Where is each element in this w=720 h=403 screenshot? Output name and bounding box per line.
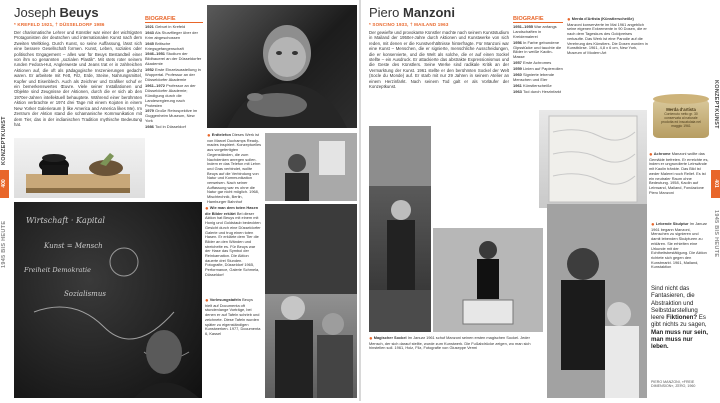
biography-list-right xyxy=(513,25,563,95)
biography-text: Linien auf Papierrollen xyxy=(523,66,563,72)
side-label: KONZEPTKUNST xyxy=(1,116,7,165)
biography-entry xyxy=(145,84,203,109)
artist-name: Joseph Beuys xyxy=(14,5,99,20)
biography-year: 1945 xyxy=(145,40,156,46)
chalk-writing: Kunst = Mensch xyxy=(44,242,103,250)
page-number: 400 xyxy=(1,179,7,188)
biography-text: Signierte lebende Menschen und Eier xyxy=(513,72,555,82)
magic-base-caption: ● Magischer Sockel Im Januar 1961 schuf Manzoni seinen ersten magischen Sockel. Jeder Mensch, der sich darauf stellte, wurde zum Kunstwerk. Die Fußabdrücke zeigen, wo man sich hinstellen soll. 1961, Holz, Filz, Fotografie von Giuseppe Vermi xyxy=(369,335,531,351)
chalk-writing: Freiheit Demokratie xyxy=(24,266,91,274)
chalk-writing: Sozialismus xyxy=(64,290,106,298)
biography-text: Tod durch Herzinfarkt xyxy=(523,88,562,94)
biography-right xyxy=(513,17,563,112)
audience-figures xyxy=(265,204,357,398)
biography-text: In Farbe gebundene Gipsstücke und tauchte die Bilder in weiße Kaolin-Masse xyxy=(513,39,562,60)
biography-year: 1946–1951 xyxy=(145,51,167,57)
biography-text: Große Retrospektive im Guggenheim Museum, New York xyxy=(145,108,198,124)
biography-text: Erste Achromes xyxy=(523,60,552,66)
biography-year: 1921 xyxy=(145,23,156,29)
artist-description: Der charismatische Lehrer und Künstler war einer der wichtigsten Protagonisten der deutschen und internationalen Kunst nach dem Zweiten Weltkrieg. Durch Kunst, so seine Auffassung, lässt sich eine bessere Gesellschaft formen. Kunst, Leben, soziales oder politisches Engagement – alles war für Beuys Bestandteil einer von ihm so genannten „sozialen Plastik“. Mit stets roter seinem runden Fedora-Hut, Anglerweste und Jeans trat er in zahlreichen Aktionen auf, die oft als pädagogische Inszenierungen gedacht waren. Er arbeitete mit Fett, Filz, Erde, Steine, Nahrungsmittel, Kupfer und Eisenblech. Auch als Zeichner und Grafiker schuf er ein bemerkenswertes Œuvre. Viele seiner Installationen und Objekte sind Zeugnisse der Aktionen, durch die er sich ab den 1970er-Jahren intellektuell behauptete. Während einer berühmten Aktion verbrachte er 1974 drei Tage mit einem Kojoten in einem New Yorker Galerieraum (I like America and America likes Me). Im Zentrum der Aktion stand die schamanische Kommunikation mit dem Tier, das in der indianischen Tradition mythische Bedeutung hat. xyxy=(14,30,142,127)
manzoni-studio-photo xyxy=(369,126,431,332)
biography-year: 1963 xyxy=(513,88,524,94)
biography-year: 1943 xyxy=(145,29,156,35)
artist-quote: Sind nicht das Fantasieren, die Abstraktion und Selbstdarstellung leere Fiktionen? Es gibt nichts zu sagen, Man muss nur sein, man muss nur leben. xyxy=(651,285,708,351)
beuys-small-photo xyxy=(265,133,357,201)
magic-base-scene xyxy=(433,228,543,332)
biography-year: 1956 xyxy=(513,39,524,45)
chalk-writing: Wirtschaft · Kapital xyxy=(26,216,105,225)
achrome-canvas xyxy=(539,110,647,208)
beuys-hare-photo xyxy=(207,5,357,128)
biography-year: 1959 xyxy=(513,66,524,72)
quote-source: PIERO MANZONI, »FREIE DIMENSION«, ZERO, 1960 xyxy=(651,380,696,388)
living-sculpture-photo xyxy=(547,204,647,398)
biography-text: Künstlerscheiße xyxy=(523,82,552,88)
biography-entry xyxy=(145,42,203,52)
artist-birth-death-right: * SONCINO 1933, † MAILAND 1963 xyxy=(369,22,449,27)
telephone-sculpture xyxy=(14,138,145,198)
erdtelefon-photo xyxy=(14,138,145,198)
artist-birth-death: * KREFELD 1921, † DÜSSELDORF 1986 xyxy=(14,22,105,27)
biography-entry xyxy=(513,73,563,83)
biography-text: War anfangs Landschaften in Kreidemalerei xyxy=(513,23,557,39)
living-sculpture-scene xyxy=(547,204,647,398)
can-lid xyxy=(653,94,709,104)
biography xyxy=(145,17,203,140)
biography-title-right: BIOGRAFIE xyxy=(513,17,563,23)
page-number-right: 401 xyxy=(713,179,719,188)
biography-year: 1961 xyxy=(513,82,524,88)
merda-can-photo xyxy=(651,88,711,143)
lecture-caption: ● Vorlesungstafeln Beuys hielt auf Documenta oft stundenlange Vorträge, bei denen er auf Tafeln schrieb und zeichnete. Diese Tafeln wurden später zu eigenständigen Kunstwerken. 1977, Documenta 6, Kassel xyxy=(205,297,261,336)
biography-title: BIOGRAFIE xyxy=(145,17,203,23)
biography-entry xyxy=(145,31,203,41)
biography-entry xyxy=(145,68,203,83)
erdtelefon-caption: ● Erdtelefon Dieses Werk ist von Marcel Duchamps Ready-mades inspiriert. Konzeptuelles aus vorgefertigten Gegenständen, die zum Nachdenken anregen sollen. Indem er das Telefon mit Lehm und Gras verbindet, wollte Beuys auf die Verbindung von Natur und Kommunikation verweisen. Nach seiner Auffassung war es ohne die Natur gar nicht möglich. 1968, Mischtechnik, Berlin, Hamburger Bahnhof xyxy=(207,132,262,204)
merda-caption: ● Merda d'Artista (Künstlerscheiße) Manzoni konservierte im Mai 1961 angeblich seine eigenen Exkremente in 90 Dosen, die er nach dem Tageskurs des Goldpreises verkaufte. Das Werk ist eine Parodie auf die Verehrung des Künstlers. Die Dosen wurden in Kunstbörse. 1961, 4,8 x 6 cm, New York, Museum of Modern Art xyxy=(567,16,648,55)
gallery-scene xyxy=(265,133,357,201)
biography-text: Professor an der Düsseldorfer Akademie; Kündigung durch die Landesregierung nach Protesten xyxy=(145,82,196,108)
achrome-photo xyxy=(539,110,647,208)
biography-text: Als Sturzflieger über der Krim abgeschossen xyxy=(145,29,198,40)
biography-year: 1951–1955 xyxy=(513,23,535,29)
side-label-era: 1945 BIS HEUTE xyxy=(1,220,7,268)
achrome-caption: ● Achrome Manzoni wollte das Gemälde befreien. Er erreichte es, indem er ungrundierte Leinwände mit Kaolin tränkte. Das Bild ist weder Malerei noch Relief. Es ist ein neutraler Raum ohne Bedeutung. 1958, Kaolin auf Leinwand, Mailand, Fondazione Piero Manzoni xyxy=(649,151,709,195)
biography-text: Geburt in Krefeld xyxy=(155,23,186,29)
left-page xyxy=(0,0,360,401)
biography-entry xyxy=(145,125,203,130)
can-label: Merda d'artista Contenuto netto gr. 30 conservata al naturale prodotta ed inscatolata nel maggio 1961 xyxy=(661,107,701,128)
chalk-diagram xyxy=(14,202,202,398)
audience-photo xyxy=(265,204,357,398)
biography-year: 1961–1972 xyxy=(145,82,167,88)
biography-year: 1960 xyxy=(513,72,524,78)
biography-entry xyxy=(513,90,563,95)
side-label-era-right: 1945 BIS HEUTE xyxy=(713,210,719,258)
biography-year: 1979 xyxy=(145,108,156,114)
lecture-blackboard-photo xyxy=(14,202,202,398)
living-sculpture-caption: ● Lebende Skulptur Im Januar 1961 begann Manzoni, Menschen zu signieren und damit lebenden Skulpturen zu erklären. Sie erhielten eine Urkunde mit der Echtheitsbestätigung. Die Aktion richtete sich gegen den Kunstmarkt. 1961, Mailand, Kunstaktion xyxy=(651,221,707,270)
biography-list xyxy=(145,25,203,130)
biography-entry xyxy=(145,109,203,124)
biography-year: 1952 xyxy=(145,67,156,73)
artist-description-right: Der gewiefte und provokante Künstler machte nach seinem Kunststudium in Mailand der 1950er-Jahre durch Aktionen und Kunstwerke von sich reden, mit denen er die Kunstverhältnisse hinterfragte. Für Manzoni war eine Kunst – Menschen, die er signierte, menschliche Ausscheidungen, die er konservierte, und die Welt als solche, die er auf einen Sockel stellte – ein Ausdruck. Er attackierte das abstrakte Expressionismus und die Geste des Künstlers. Seine Werke sind radikale Kritik an der Vermarktung der Kunst. 1961 stellte er den berühmten Sockel der Welt (Socle du Monde) auf. Er starb mit nur 29 Jahren in seinem Atelier an einem Herzinfarkt. Nach seinem Tod galt er als Vorläufer der Konzeptkunst. xyxy=(369,30,509,90)
magic-base-photo xyxy=(433,228,543,332)
biography-text: Tod in Düsseldorf xyxy=(155,124,186,130)
biography-entry xyxy=(513,41,563,61)
side-label-right: KONZEPTKUNST xyxy=(713,80,719,129)
biography-entry xyxy=(145,52,203,67)
biography-text: Studium der Bildhauerei an der Düsseldorfer Akademie xyxy=(145,51,202,67)
right-page xyxy=(361,0,720,401)
biography-text: Erste Einzelausstellung in Wuppertal. Professur an der Düsseldorfer Akademie xyxy=(145,67,201,82)
page-number-tab-right xyxy=(711,170,720,198)
artist-name-right: Piero Manzoni xyxy=(369,5,455,20)
biography-year: 1986 xyxy=(145,124,156,130)
biography-entry xyxy=(513,25,563,40)
biography-year: 1957 xyxy=(513,60,524,66)
hare-caption: ● Wie man dem toten Hasen die Bilder erklärt Bei dieser Aktion hat Beuys mit einem mit Honig und Goldstaub bedeckten Gesicht durch eine Düsseldorfer Galerie und trug einen toten Hasen. Er erklärte dem Tier die Bilder an den Wänden und streichelte es. Für Beuys war der Hase das Symbol der Reinkarnation. Die Aktion dauerte drei Stunden. Fotografie, Düsseldorf 1965, Performance, Galerie Schmela, Düsseldorf xyxy=(205,205,261,277)
studio-scene xyxy=(369,126,431,332)
performance-figure xyxy=(207,5,357,128)
page-number-tab xyxy=(0,170,9,198)
biography-text: Britische Kriegsgefangenschaft xyxy=(145,40,184,51)
